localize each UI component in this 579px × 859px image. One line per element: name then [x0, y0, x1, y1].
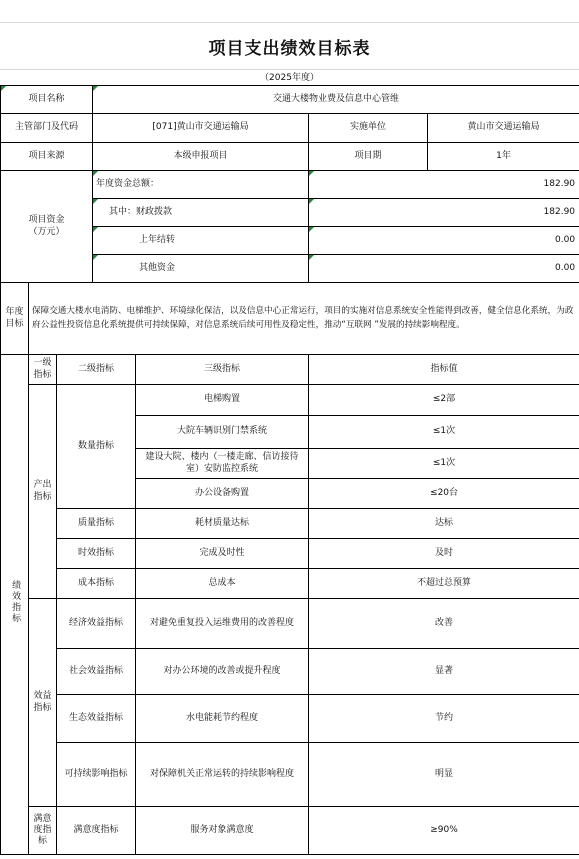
metric-name: 对办公环境的改善或提升程度	[136, 649, 309, 695]
funds-fiscal-label: 其中：财政拨款	[93, 199, 309, 227]
period-value: 1年	[428, 143, 579, 171]
goal-text: 保障交通大楼水电消防、电梯维护、环境绿化保洁，以及信息中心正常运行，项目的实施对信息系统安全性能得到改善，健全信息化系统，为政府公益性投资信息化系统提供可持续保障，对信息系统后续可用性及稳定性，推动“互联网 ”发展的持续影响程度。	[29, 283, 579, 355]
metric-name: 耗材质量达标	[136, 509, 309, 539]
funds-label: 项目资金 （万元）	[1, 171, 93, 283]
cost-label: 成本指标	[57, 569, 136, 599]
metric-name: 对保障机关正常运转的持续影响程度	[136, 743, 309, 807]
funds-total-value: 182.90	[309, 171, 579, 199]
sheet-title: 项目支出绩效目标表	[0, 22, 579, 70]
perf-label	[1, 355, 29, 855]
ecological-label: 生态效益指标	[57, 695, 136, 743]
source-label: 项目来源	[1, 143, 93, 171]
metric-value: 明显	[309, 743, 579, 807]
metric-value: ≤1次	[309, 416, 579, 449]
dept-label: 主管部门及代码	[1, 114, 93, 143]
metric-value: 不超过总预算	[309, 569, 579, 599]
project-name-label: 项目名称	[1, 86, 93, 114]
period-label: 项目期	[309, 143, 428, 171]
funds-other-value: 0.00	[309, 255, 579, 283]
metric-name: 大院车辆识别门禁系统	[136, 416, 309, 449]
unit-value: 黄山市交通运输局	[428, 114, 579, 143]
sustainable-label: 可持续影响指标	[57, 743, 136, 807]
metric-value: 达标	[309, 509, 579, 539]
metric-value: 及时	[309, 539, 579, 569]
metric-name: 完成及时性	[136, 539, 309, 569]
quantity-label: 数量指标	[57, 385, 136, 509]
perf-label-text: 绩效指标	[10, 580, 21, 625]
social-label: 社会效益指标	[57, 649, 136, 695]
unit-label: 实施单位	[309, 114, 428, 143]
metric-name: 水电能耗节约程度	[136, 695, 309, 743]
timeliness-label: 时效指标	[57, 539, 136, 569]
funds-carryover-label: 上年结转	[93, 227, 309, 255]
fiscal-year: （2025年度）	[260, 73, 319, 83]
metric-value: ≤1次	[309, 449, 579, 479]
header-value: 指标值	[309, 355, 579, 385]
header-l3: 三级指标	[136, 355, 309, 385]
metric-value: 节约	[309, 695, 579, 743]
metric-name: 电梯购置	[136, 385, 309, 416]
quality-label: 质量指标	[57, 509, 136, 539]
satisfaction-sub-label: 满意度指标	[57, 807, 136, 855]
dept-value: [071]黄山市交通运输局	[93, 114, 309, 143]
target-table	[0, 85, 579, 855]
metric-name: 建设大院、楼内（一楼走廊、信访接待室）安防监控系统	[136, 449, 309, 479]
project-name: 交通大楼物业费及信息中心管维	[93, 86, 579, 114]
economic-label: 经济效益指标	[57, 599, 136, 649]
output-label: 产出指标	[29, 385, 57, 599]
funds-fiscal-value: 182.90	[309, 199, 579, 227]
metric-name: 办公设备购置	[136, 479, 309, 509]
metric-name: 服务对象满意度	[136, 807, 309, 855]
metric-value: 改善	[309, 599, 579, 649]
funds-total-label: 年度资金总额：	[93, 171, 309, 199]
goal-label: 年度目标	[1, 283, 29, 355]
funds-other-label: 其他资金	[93, 255, 309, 283]
metric-value: ≤2部	[309, 385, 579, 416]
metric-value: 显著	[309, 649, 579, 695]
funds-carryover-value: 0.00	[309, 227, 579, 255]
header-l1: 一级指标	[29, 355, 57, 385]
header-l2: 二级指标	[57, 355, 136, 385]
source-value: 本级申报项目	[93, 143, 309, 171]
metric-value: ≥90%	[309, 807, 579, 855]
benefit-label: 效益指标	[29, 599, 57, 807]
metric-name: 总成本	[136, 569, 309, 599]
metric-name: 对避免重复投入运维费用的改善程度	[136, 599, 309, 649]
satisfaction-label: 满意度指标	[29, 807, 57, 855]
metric-value: ≤20台	[309, 479, 579, 509]
